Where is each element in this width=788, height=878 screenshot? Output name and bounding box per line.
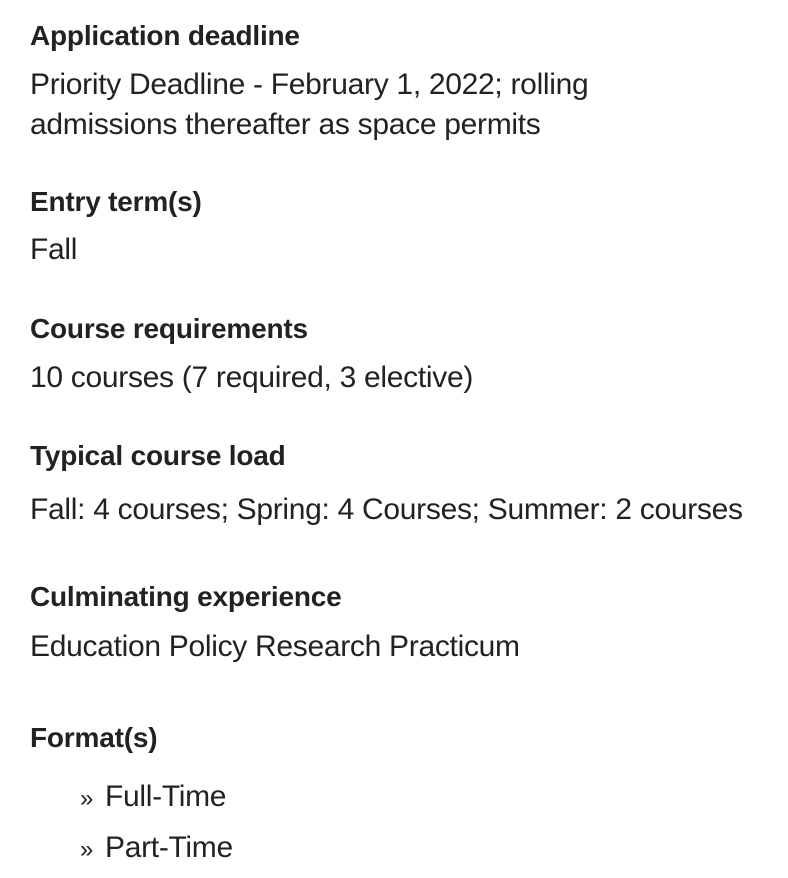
- culminating-experience-heading: Culminating experience: [30, 581, 342, 612]
- bullet-chevron-icon: »: [80, 836, 94, 863]
- course-requirements-value: 10 courses (7 required, 3 elective): [30, 361, 474, 394]
- list-item: [80, 823, 233, 874]
- bullet-chevron-icon: »: [80, 785, 94, 812]
- course-requirements-heading: Course requirements: [30, 313, 308, 344]
- formats-list: [80, 772, 233, 874]
- application-deadline-value-line-2: admissions thereafter as space permits: [30, 108, 541, 141]
- entry-terms-value: Fall: [30, 233, 78, 266]
- typical-course-load-heading: Typical course load: [30, 440, 286, 471]
- culminating-experience-value: Education Policy Research Practicum: [30, 630, 520, 663]
- entry-terms-heading: Entry term(s): [30, 186, 202, 217]
- format-part-time: Part-Time: [105, 831, 233, 864]
- format-full-time: Full-Time: [105, 780, 227, 813]
- application-deadline-heading: Application deadline: [30, 20, 300, 51]
- list-item: [80, 772, 233, 823]
- application-deadline-value-line-1: Priority Deadline - February 1, 2022; rolling: [30, 68, 589, 101]
- typical-course-load-value: Fall: 4 courses; Spring: 4 Courses; Summer: 2 courses: [30, 493, 743, 526]
- formats-heading: Format(s): [30, 722, 158, 753]
